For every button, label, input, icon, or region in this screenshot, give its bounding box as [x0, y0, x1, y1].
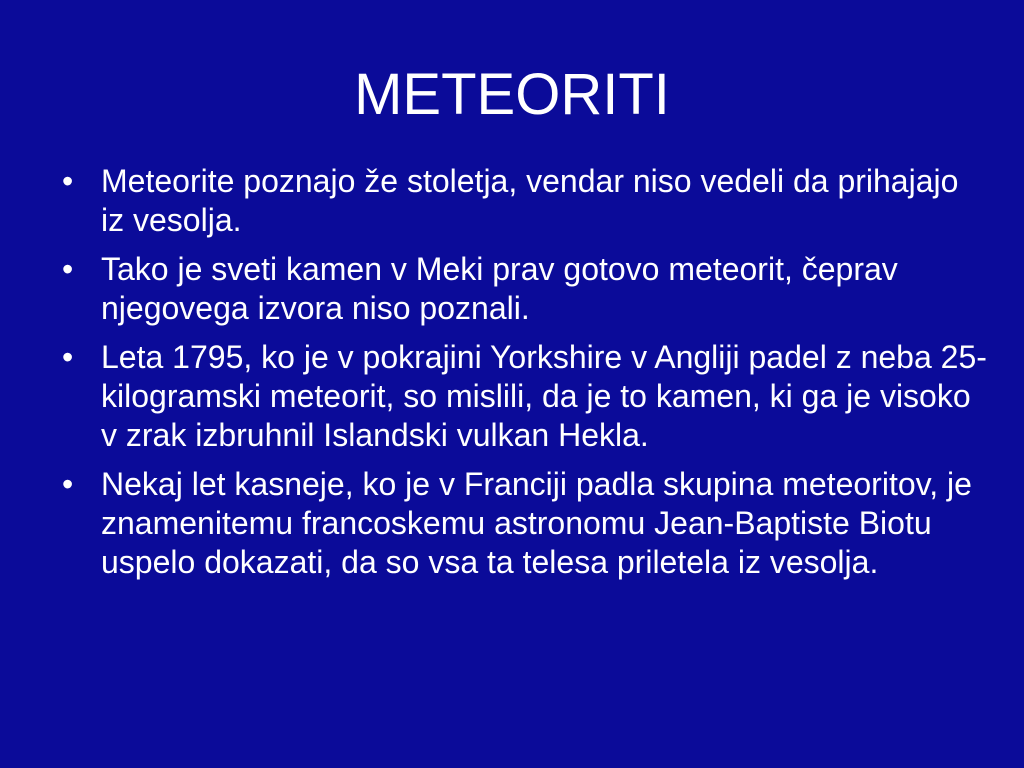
bullet-list	[62, 162, 987, 592]
bullet-text: Leta 1795, ko je v pokrajini Yorkshire v Angliji padel z neba 25-kilogramski meteorit, so mislili, da je to kamen, ki ga je visoko v zrak izbruhnil Islandski vulkan Hekla.	[101, 339, 987, 453]
bullet-item	[62, 250, 987, 328]
bullet-icon: •	[62, 466, 74, 502]
bullet-text: Meteorite poznajo že stoletja, vendar niso vedeli da prihajajo iz vesolja.	[101, 163, 959, 238]
bullet-item	[62, 465, 987, 582]
bullet-icon: •	[62, 251, 74, 287]
bullet-icon: •	[62, 163, 74, 199]
bullet-item	[62, 162, 987, 240]
bullet-item	[62, 338, 987, 455]
bullet-icon: •	[62, 339, 74, 375]
bullet-text: Nekaj let kasneje, ko je v Franciji padla skupina meteoritov, je znamenitemu francoskemu astronomu Jean-Baptiste Biotu uspelo dokazati, da so vsa ta telesa priletela iz vesolja.	[101, 466, 972, 580]
slide-title: METEORITI	[354, 62, 670, 127]
bullet-text: Tako je sveti kamen v Meki prav gotovo meteorit, čeprav njegovega izvora niso poznali.	[101, 251, 898, 326]
